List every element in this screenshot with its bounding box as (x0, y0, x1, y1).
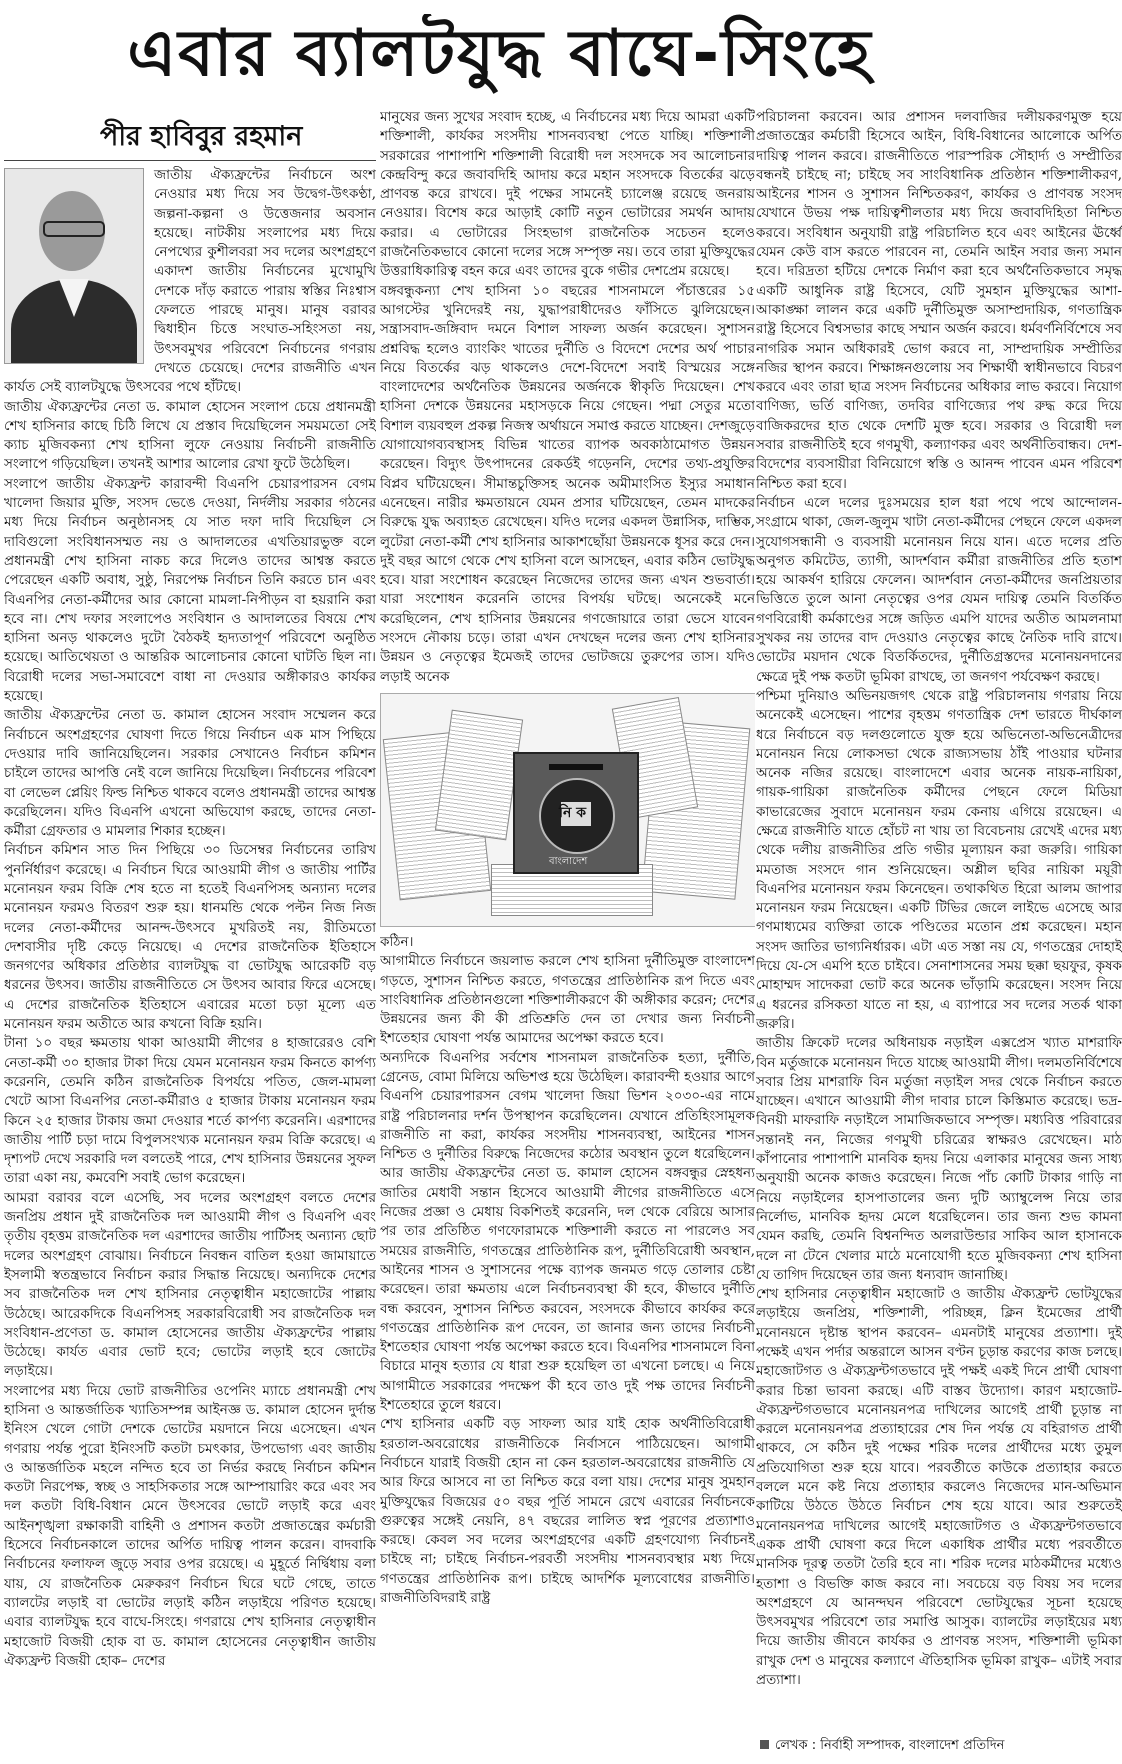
byline: পীর হাবিবুর রহমান (100, 121, 303, 152)
author-credit (760, 1736, 1120, 1757)
paragraph: অন্যদিকে বিএনপির সর্বশেষ শাসনামল রাজনৈতিক হত্যা, দুর্নীতি, গ্রেনেড, বোমা মিলিয়ে অভিশপ্ত হয়ে উঠেছিল। কারাবন্দী হওয়ার আগে বিএনপি চেয়ারপারসন বেগম খালেদা জিয়া ভিশন ২০৩০-এর নামে রাষ্ট্র পরিচালনার দর্শন উপস্থাপন করেছিলেন। যেখানে প্রতিহিংসামূলক রাজনীতি না করা, কার্যকর সংসদীয় শাসনব্যবস্থা, আইনের শাসন নিশ্চিত ও দুর্নীতির বিরুদ্ধে নিজেদের কঠোর অবস্থান তুলে ধরেছিলেন। আর জাতীয় ঐক্যফ্রন্টের নেতা ড. কামাল হোসেন বঙ্গবন্ধুর স্নেহধন্য জাতির মেধাবী সন্তান হিসেবে আওয়ামী লীগের রাজনীতিতে এসে নিজের প্রজ্ঞা ও মেধায় বিকশিতই করেননি, দল থেকে বেরিয়ে আসার পর তার প্রতিষ্ঠিত গণফোরামকে শক্তিশালী করতে না পারলেও সব সময়ের রাজনীতি, গণতন্ত্রের প্রাতিষ্ঠানিক রূপ, দুর্নীতিবিরোধী অবস্থান, আইনের শাসন ও সুশাসনের পক্ষে ব্যাপক জনমত গড়ে তোলার চেষ্টা করেছেন। তারা ক্ষমতায় এলে নির্বাচনব্যবস্থা কী হবে, কীভাবে দুর্নীতি বন্ধ করবেন, সুশাসন নিশ্চিত করবেন, সংসদকে কীভাবে কার্যকর করে গণতন্ত্রের প্রাতিষ্ঠানিক রূপ দেবেন, তা জানার জন্য তাদের নির্বাচনী ইশতেহার ঘোষণা পর্যন্ত অপেক্ষা করতে হবে। বিএনপির শাসনামলে বিনা বিচারে মানুষ হত্যার যে ধারা শুরু হয়েছিল তা এখনো চলছে। এ নিয়ে আগামীতে সরকারের পদক্ষেপ কী হবে তাও দুই পক্ষ তাদের নির্বাচনী ইশতেহারে তুলে ধরবে। (380, 1049, 755, 1414)
author-photo (4, 168, 144, 364)
paragraph: জাতীয় ঐক্যফ্রন্টের নেতা ড. কামাল হোসেন সংলাপ চেয়ে প্রধানমন্ত্রী শেখ হাসিনার কাছে চিঠি লিখে যে প্রস্তাব দিয়েছিলেন সময়মতো সেই ক্যাচ মুজিবকন্যা শেখ হাসিনা লুফে নেওয়ায় নির্বাচনী রাজনীতি সংলাপে গড়িয়েছিল। তখনই আশার আলোর রেখা ফুটে উঠেছিল। (4, 398, 376, 473)
paragraph: জাতীয় ঐক্যফ্রন্টের নির্বাচনে অংশ নেওয়ার মধ্য দিয়ে সব উদ্বেগ-উৎকণ্ঠা, জল্পনা-কল্পনা ও উত্তেজনার অবসান হয়েছে। নাটকীয় সংলাপের মধ্য দিয়ে নেপথ্যের কুশীলবরা সব দলের অংশগ্রহণে একাদশ জাতীয় নির্বাচনের মুখোমুখি দেশকে দাঁড় করাতে পারায় স্বস্তির নিঃশ্বাস ফেলতে পারছে মানুষ। মানুষ বরাবর দ্বিধাহীন চিত্তে সংঘাত-সহিংসতা নয়, উৎসবমুখর পরিবেশে নির্বাচনের গণরায় দেখতে চেয়েছে। দেশের রাজনীতি এখন কার্যত সেই ব্যালটযুদ্ধে উৎসবের পথে হাঁটছে। (4, 167, 376, 396)
box-caption: বাংলাদেশ (549, 855, 588, 867)
square-bullet-icon (760, 1740, 769, 1749)
author-photo-glasses (43, 221, 105, 237)
author-credit-text: লেখক : নির্বাহী সম্পাদক, বাংলাদেশ প্রতিদিন (775, 1738, 1005, 1753)
paragraph: জাতীয় ঐক্যফ্রন্টের নেতা ড. কামাল হোসেন সংবাদ সম্মেলন করে নির্বাচনে অংশগ্রহণের ঘোষণা দিতে গিয়ে নির্বাচন এক মাস পিছিয়ে দেওয়ার দাবি জানিয়েছিলেন। সরকার সেখানেও নির্বাচন কমিশন চাইলে তাদের আপত্তি নেই বলে জানিয়ে দিয়েছিল। নির্বাচনের পরিবেশ বা লেভেল প্লেয়িং ফিল্ড নিশ্চিত থাকবে বলেও প্রধানমন্ত্রী তাদের আশ্বস্ত করেছিলেন। যদিও বিএনপি এখনো অভিযোগ করছে, তাদের নেতা-কর্মীরা গ্রেফতার ও মামলার শিকার হচ্ছেন। (4, 707, 376, 840)
ballot-slot (549, 764, 603, 770)
box-label: নি ক (559, 804, 587, 821)
paragraph: কঠিন। (380, 933, 414, 950)
article-column-1 (4, 166, 376, 1756)
paragraph: নির্বাচন কমিশন সাত দিন পিছিয়ে ৩০ ডিসেম্বর নির্বাচনের তারিখ পুনর্নির্ধারণ করেছে। এ নির্বাচন ঘিরে আওয়ামী লীগ ও জাতীয় পার্টির মনোনয়ন ফরম বিক্রি শেষ হতে না হতেই বিএনপিসহ অন্যান্য দলের মনোনয়ন ফরমও বিতরণ শুরু হয়। ধানমন্ডি থেকে পল্টন নিজ নিজ দলের নেতা-কর্মীদের আনন্দ-উৎসবে মুখরিতই নয়, রীতিমতো দেশবাসীর দৃষ্টি কেড়ে নিয়েছে। এ দেশের রাজনৈতিক ইতিহাসে জনগণের অধিকার প্রতিষ্ঠার ব্যালটযুদ্ধ বা ভোটযুদ্ধ আরেকটি বড় ধরনের উৎসব। জাতীয় রাজনীতিতে সে উৎসব আবার ফিরে এসেছে। এ দেশের রাজনৈতিক ইতিহাসে এবারের মতো চড়া মূল্যে এত মনোনয়ন ফরম অতীতে আর কখনো বিক্রি হয়নি। (4, 842, 376, 1033)
paragraph: আগামীতে নির্বাচনে জয়লাভ করলে শেখ হাসিনা দুর্নীতিমুক্ত বাংলাদেশ গড়তে, সুশাসন নিশ্চিত করতে, গণতন্ত্রের প্রাতিষ্ঠানিক রূপ দিতে এবং সাংবিধানিক প্রতিষ্ঠানগুলো শক্তিশালীকরণে কী অঙ্গীকার করেন; দেশের উন্নয়নের জন্য কী কী প্রতিশ্রুতি দেন তা দেখার জন্য নির্বাচনী ইশতেহার ঘোষণা পর্যন্ত আমাদের অপেক্ষা করতে হবে। (380, 953, 755, 1047)
paragraph: বঙ্গবন্ধুকন্যা শেখ হাসিনা ১০ বছরের শাসনামলে পঁচাত্তরের ১৫ আগস্টের খুনিদেরই নয়, যুদ্ধাপরাধীদেরও ফাঁসিতে ঝুলিয়েছেন। সন্ত্রাসবাদ-জঙ্গিবাদ দমনে বিশাল সাফল্য অর্জন করেছেন। সুশাসন প্রশ্নবিদ্ধ হলেও ব্যাংকিং খাতের দুর্নীতি ও বিদেশে দেশের অর্থ পাচার নিয়ে বিতর্কের ঝড় থাকলেও দেশে-বিদেশে সবাই বিস্ময়ের সঙ্গে বাংলাদেশের অর্থনৈতিক উন্নয়নের অর্জনকে স্বীকৃতি দিয়েছেন। শেখ হাসিনা দেশকে উন্নয়নের মহাসড়কে নিয়ে গেছেন। পদ্মা সেতুর মতো বিশাল ব্যয়বহুল প্রকল্প নিজস্ব অর্থায়নে সমাপ্ত করতে যাচ্ছেন। দেশজুড়ে যোগাযোগব্যবস্থাসহ বিভিন্ন খাতের ব্যাপক অবকাঠামোগত উন্নয়ন করেছেন। বিদ্যুৎ উৎপাদনের রেকর্ডই গড়েননি, দেশের তথ্য-প্রযুক্তির বিপ্লব ঘটিয়েছেন। সীমান্তচুক্তিসহ অনেক অমীমাংসিত ইস্যুর সমাধান এনেছেন। নারীর ক্ষমতায়নে যেমন প্রসার ঘটিয়েছেন, তেমন মাদকের বিরুদ্ধে যুদ্ধ অব্যাহত রেখেছেন। যদিও দলের একদল উন্নাসিক, দাম্ভিক, লুটেরা নেতা-কর্মী শেখ হাসিনার আকাশছোঁয়া উন্নয়নকে ধূসর করে দেন। দুই বছর আগে থেকে শেখ হাসিনা বলে আসছেন, এবার কঠিন ভোটযুদ্ধ হবে। যারা সংশোধন করেছেন নিজেদের তাদের জন্য এখন শুভবার্তা। যারা সংশোধন করেননি তাদের বিপর্যয় ঘটছে। অনেকেই মনে করেছিলেন, শেখ হাসিনার উন্নয়নের গণজোয়ারে তারা ভেসে যাবেন সংসদে নৌকায় চড়ে। তারা এখন দেখছেন দলের জন্য শেখ হাসিনার উন্নয়ন ও নেতৃত্বের ইমেজই তাদের ভোটজয়ে তুরুপের তাস। যদিও লড়াই অনেক (380, 282, 755, 685)
ballot-box-icon (513, 752, 639, 874)
ballot-illustration (380, 693, 755, 927)
paragraph: পরিচালনা করবেন। আর প্রশাসন দলবাজির দলীয়করণমুক্ত হয়ে প্রজাতন্ত্রের কর্মচারী হিসেবে আইন, বিধি-বিধানের আলোকে অর্পিত দায়িত্ব পালন করবে। রাজনীতিতে পারস্পরিক সৌহার্দ্য ও সম্প্রীতির বন্ধনই চাইছে না; চাইছে সব সাংবিধানিক প্রতিষ্ঠান শক্তিশালীকরণ, আইনের শাসন ও সুশাসন নিশ্চিতকরণ, কার্যকর ও প্রাণবন্ত সংসদ যেখানে উভয় পক্ষ দায়িত্বশীলতার মধ্য দিয়ে জবাবদিহিতা নিশ্চিত করবে। সংবিধান অনুযায়ী রাষ্ট্র পরিচালিত হবে এবং আইনের ঊর্ধ্বে যেমন কেউ বাস করতে পারবেন না, তেমনি আইন সবার জন্য সমান হবে। দরিদ্রতা হটিয়ে দেশকে নির্মাণ করা হবে অর্থনৈতিকভাবে সমৃদ্ধ একটি আধুনিক রাষ্ট্র হিসেবে, যেটি সুমহান মুক্তিযুদ্ধের আশা-আকাঙ্ক্ষা লালন করে একটি দুর্নীতিমুক্ত অসাম্প্রদায়িক, গণতান্ত্রিক রাষ্ট্র হিসেবে বিশ্বসভার কাছে সম্মান অর্জন করবে। ধর্মবর্ণনির্বিশেষে সব নাগরিক সমান অধিকারই ভোগ করবে না, সাম্প্রদায়িক সম্প্রীতির নজির স্থাপন করবে। শিক্ষাঙ্গনগুলোয় সব শিক্ষার্থী স্বাধীনভাবে বিচরণ করবে এবং তারা ছাত্র সংসদ নির্বাচনের অধিকার লাভ করবে। নিয়োগ বাণিজ্য, ভর্তি বাণিজ্য, তদবির বাণিজ্যের পথ রুদ্ধ করে দিয়ে বাজিকরদের হাত থেকে দেশটি মুক্ত হবে। সরকার ও বিরোধী দল সবার রাজনীতিই হবে গণমুখী, কল্যাণকর এবং অর্থনীতিবান্ধব। দেশ-বিদেশের ব্যবসায়ীরা বিনিয়োগে স্বস্তি ও আনন্দ পাবেন এমন পরিবেশ নিশ্চিত করা হবে। (756, 109, 1122, 492)
article-column-2 (380, 108, 755, 1760)
paragraph: মানুষের জন্য সুখের সংবাদ হচ্ছে, এ নির্বাচনের মধ্য দিয়ে আমরা একটি শক্তিশালী, কার্যকর সংসদীয় শাসনব্যবস্থা পেতে যাচ্ছি। শক্তিশালী সরকারের পাশাপাশি শক্তিশালী বিরোধী দল সংসদকে সব আলোচনার কেন্দ্রবিন্দু করে জবাবদিহি আদায় করে মহান সংসদকে বিতর্কের ঝড়ে প্রাণবন্ত করে রাখবে। দুই পক্ষের সামনেই চ্যালেঞ্জ রয়েছে জনরায় নেওয়ার। বিশেষ করে আড়াই কোটি নতুন ভোটারের সমর্থন আদায় করার। এ ভোটারের সিংহভাগ রাজনৈতিক সচেতন হলেও রাজনৈতিকভাবে কোনো দলের সঙ্গে সম্পৃক্ত নয়। তবে তারা মুক্তিযুদ্ধের উত্তরাধিকারিত্ব বহন করে এবং তাদের বুকে গভীর দেশপ্রেম রয়েছে। (380, 109, 755, 280)
paragraph: টানা ১০ বছর ক্ষমতায় থাকা আওয়ামী লীগের ৪ হাজারেরও বেশি নেতা-কর্মী ৩০ হাজার টাকা দিয়ে যেমন মনোনয়ন ফরম কিনতে কার্পণ্য করেননি, তেমনি কঠিন রাজনৈতিক বিপর্যয়ে পতিত, জেল-মামলা খেটে আসা বিএনপির নেতা-কর্মীরাও ৫ হাজার টাকায় মনোনয়ন ফরম কিনে ২৫ হাজার টাকায় জমা দেওয়ার শর্তে কার্পণ্য করেননি। এরশাদের জাতীয় পার্টি চড়া দামে বিপুলসংখ্যক মনোনয়ন ফরম বিক্রি করেছে। এ দৃশ্যপট দেখে সরকারি দল বলতেই পারে, শেখ হাসিনার উন্নয়নের সুফল তারা একা নয়, কমবেশি সবাই ভোগ করেছেন। (4, 1035, 376, 1187)
paragraph: সংলাপের মধ্য দিয়ে ভোট রাজনীতির ওপেনিং ম্যাচে প্রধানমন্ত্রী শেখ হাসিনা ও আন্তর্জাতিক খ্যাতিসম্পন্ন আইনজ্ঞ ড. কামাল হোসেন দুর্দান্ত ইনিংস খেলে গোটা দেশকে ভোটের ময়দানে নিয়ে এসেছেন। এখন গণরায় পর্যন্ত পুরো ইনিংসটি কতটা চমৎকার, উপভোগ্য এবং জাতীয় ও আন্তর্জাতিক মহলে নন্দিত হবে তা নির্ভর করছে নির্বাচন কমিশন কতটা নিরপেক্ষ, স্বচ্ছ ও সাহসিকতার সঙ্গে আম্পায়ারিং করে এবং সব দল কতটা বিধি-বিধান মেনে উৎসবের ভোটে লড়াই করে এবং আইনশৃঙ্খলা রক্ষাকারী বাহিনী ও প্রশাসন কতটা প্রজাতন্ত্রের কর্মচারী হিসেবে নির্বাচনকালে তাদের অর্পিত দায়িত্ব পালন করেন। বাদবাকি নির্বাচনের ফলাফল জুড়ে সবার ওপর রয়েছে। এ মুহূর্তে নির্দ্বিধায় বলা যায়, যে রাজনৈতিক মেরুকরণ নির্বাচন ঘিরে ঘটে গেছে, তাতে ব্যালটের লড়াই বা ভোটের লড়াই কঠিন লড়াইয়ে পরিণত হয়েছে। এবার ব্যালটযুদ্ধ হবে বাঘে-সিংহে। গণরায়ে শেখ হাসিনার নেতৃত্বাধীন মহাজোট বিজয়ী হোক বা ড. কামাল হোসেনের নেতৃত্বাধীন জাতীয় ঐক্যফ্রন্ট বিজয়ী হোক– দেশের (4, 1382, 376, 1669)
election-commission-emblem-icon (539, 778, 615, 854)
paragraph: শেখ হাসিনার নেতৃত্বাধীন মহাজোট ও জাতীয় ঐক্যফ্রন্ট ভোটযুদ্ধের লড়াইয়ে জনপ্রিয়, শক্তিশালী, পরিচ্ছন্ন, ক্লিন ইমেজের প্রার্থী মনোনয়নে দৃষ্টান্ত স্থাপন করবেন– এমনটাই মানুষের প্রত্যাশা। দুই পক্ষেই এখন পর্দার অন্তরালে আসন বণ্টন চূড়ান্ত করণের কাজ চলছে। মহাজোটগত ও ঐক্যফ্রন্টগতভাবে দুই পক্ষই একই দিনে প্রার্থী ঘোষণা করার চিন্তা ভাবনা করছে। এটি বাস্তব উদ্যোগ। কারণ মহাজোট-ঐক্যফ্রন্টগতভাবে মনোনয়নপত্র দাখিলের আগেই প্রার্থী চূড়ান্ত না করলে মনোনয়নপত্র প্রত্যাহারের শেষ দিন পর্যন্ত যে বহিরাগত প্রার্থী থাকবে, সে কঠিন দুই পক্ষের শরিক দলের প্রার্থীদের মধ্যে তুমুল প্রতিযোগিতা শুরু হয়ে যাবে। পরবর্তীতে কাউকে প্রত্যাহার করতে বললে মনে কষ্ট নিয়ে প্রত্যাহার করলেও নিজেদের মান-অভিমান কাটিয়ে উঠতে উঠতে নির্বাচন শেষ হয়ে যাবে। আর শুরুতেই মনোনয়নপত্র দাখিলের আগেই মহাজোটগত ও ঐক্যফ্রন্টগতভাবে একক প্রার্থী ঘোষণা করে দিলে একাধিক প্রার্থীর মধ্যে পরবর্তীতে মানসিক দূরত্ব ততটা তৈরি হবে না। শরিক দলের মাঠকর্মীদের মধ্যেও হতাশা ও বিভক্তি কাজ করবে না। সবচেয়ে বড় বিষয় সব দলের অংশগ্রহণে যে আনন্দঘন পরিবেশে ভোটযুদ্ধের সূচনা হয়েছে উৎসবমুখর পরিবেশে তার সমাপ্তি আসুক। ব্যালটের লড়াইয়ের মধ্য দিয়ে জাতীয় জীবনে কার্যকর ও প্রাণবন্ত সংসদ, শক্তিশালী ভূমিকা রাখুক দেশ ও মানুষের কল্যাণে ঐতিহাসিক ভূমিকা রাখুক– এটাই সবার প্রত্যাশা। (756, 1286, 1122, 1689)
paragraph: জাতীয় ক্রিকেট দলের অধিনায়ক নড়াইল এক্সপ্রেস খ্যাত মাশরাফি বিন মর্তুজাকে মনোনয়ন দিতে যাচ্ছে আওয়ামী লীগ। দলমতনির্বিশেষে সবার প্রিয় মাশরাফি বিন মর্তুজা নড়াইল সদর থেকে নির্বাচন করতে যাচ্ছেন। এখানে আওয়ামী লীগ দাবার চালে কিস্তিমাত করেছে। ভদ্র-বিনয়ী মাফরাফি নড়াইলে সামাজিকভাবে সম্পৃক্ত। মধ্যবিত্ত পরিবারের সন্তানই নন, নিজের গণমুখী চরিত্রের স্বাক্ষরও রেখেছেন। মাঠ কাঁপানোর পাশাপাশি মানবিক হৃদয় নিয়ে এলাকার মানুষের জন্য সাধ্য অনুযায়ী অনেক কাজও করেছেন। নিজে পাঁচ কোটি টাকার গাড়ি না নিয়ে নড়াইলের হাসপাতালের জন্য দুটি অ্যাম্বুলেন্স নিয়ে তার নির্লোভ, মানবিক হৃদয় মেলে ধরেছিলেন। তার জন্য শুভ কামনা যেমন করছি, তেমনি বিশ্বনন্দিত অলরাউন্ডার সাকিব আল হাসানকে দলে না টেনে খেলার মাঠে মনোযোগী হতে মুজিবকন্যা শেখ হাসিনা যে তাগিদ দিয়েছেন তার জন্য ধন্যবাদ জানাচ্ছি। (756, 1035, 1122, 1283)
paragraph: শেখ হাসিনার একটি বড় সাফল্য আর যাই হোক অর্থনীতিবিরোধী হরতাল-অবরোধের রাজনীতিকে নির্বাসনে পাঠিয়েছেন। আগামী নির্বাচনে যারাই বিজয়ী হোন না কেন হরতাল-অবরোধের রাজনীতি যে আর ফিরে আসবে না তা নিশ্চিত করে বলা যায়। দেশের মানুষ সুমহান মুক্তিযুদ্ধের বিজয়ের ৫০ বছর পূর্তি সামনে রেখে এবারের নির্বাচনকে গুরুত্বের সঙ্গেই নেয়নি, ৪৭ বছরের লালিত স্বপ্ন পূরণের প্রত্যাশাও করছে। কেবল সব দলের অংশগ্রহণের একটি গ্রহণযোগ্য নির্বাচনই চাইছে না; চাইছে নির্বাচন-পরবর্তী সংসদীয় শাসনব্যবস্থার মধ্য দিয়ে গণতন্ত্রের প্রাতিষ্ঠানিক রূপ। চাইছে আদর্শিক মূল্যবোধের রাজনীতি। রাজনীতিবিদরাই রাষ্ট্র (380, 1416, 755, 1606)
paragraph: নির্বাচন এলে দলের দুঃসময়ের হাল ধরা পথে পথে আন্দোলন-সংগ্রামে থাকা, জেল-জুলুম খাটা নেতা-কর্মীদের পেছনে ফেলে একদল সুযোগসন্ধানী ও ব্যবসায়ী মনোনয়ন নিয়ে যান। এতে দলের প্রতি অনুগত কমিটেড, ত্যাগী, আদর্শবান কর্মীরা রাজনীতির প্রতি হতাশ হয়ে আকর্ষণ হারিয়ে ফেলেন। আদর্শবান নেতা-কর্মীদের জনপ্রিয়তার ভিত্তিতে তুলে আনা নেতৃত্বের ওপর যেমন দায়িত্ব তেমনি বিতর্কিত গণবিরোধী কর্মকাণ্ডের সঙ্গে জড়িত এমপি যাদের অতীত আমলনামা সুখকর নয় তাদের বাদ দেওয়াও নেতৃত্বের কাছে নৈতিক দাবি রাখে। ভোটের ময়দান থেকে বিতর্কিতদের, দুর্নীতিগ্রস্তদের মনোনয়নদানের ক্ষেত্রে দুই পক্ষ কতটা ভূমিকা রাখছে, তা জনগণ পর্যবেক্ষণ করছে। (756, 494, 1122, 685)
headline: এবার ব্যালটযুদ্ধ বাঘে-সিংহে (127, 17, 873, 91)
paper-stack (435, 709, 523, 840)
paragraph: পশ্চিমা দুনিয়াও অভিনয়জগৎ থেকে রাষ্ট্র পরিচালনায় গণরায় নিয়ে অনেকেই এসেছেন। পাশের বৃহত্তম গণতান্ত্রিক দেশ ভারতে দীর্ঘকাল ধরে নির্বাচনে বড় দলগুলোতে যুক্ত হয়ে অভিনেতা-অভিনেত্রীদের মনোনয়ন নিয়ে লোকসভা থেকে রাজ্যসভায় ঠাঁই পাওয়ার ঘটনার অনেক নজির রয়েছে। বাংলাদেশে এবার অনেক নায়ক-নায়িকা, গায়ক-গায়িকা রাজনৈতিক কর্মীদের পেছনে ফেলে মিডিয়া কাভারেজের সুবাদে মনোনয়ন ফরম কেনায় এগিয়ে রয়েছেন। এ ক্ষেত্রে রাজনীতি যাতে হোঁচট না খায় তা বিবেচনায় রেখেই এদের মধ্য থেকে দলীয় রাজনীতির প্রতি গভীর মূল্যায়ন করা জরুরি। গায়িকা মমতাজ সংসদে গান শুনিয়েছেন। অশ্লীল ছবির নায়িকা ময়ূরী বিএনপির মনোনয়ন ফরম কিনেছেন। তথাকথিত হিরো আলম জাপার মনোনয়ন ফরম নিয়েছেন। একটি টিভির জেলে লাইভে এসেছে আর গণমাধ্যমের ব্যক্তিরা তাকে পণ্ডিতের মতোন প্রশ্ন করেছেন। মহান সংসদ জাতির ভাগ্যনির্ধারক। এটা এত সস্তা নয় যে, গণতন্ত্রের দোহাই দিয়ে যে-সে এমপি হতে চাইবে। সেনাশাসনের সময় ছক্কা ছয়ফুর, কৃষক মোহাম্মদ সাদেকরা ভোট করে অনেক ভাঁড়ামি করেছেন। সংসদ নিয়ে এ ধরনের রসিকতা যাতে না হয়, এ ব্যাপারে সব দলের সতর্ক থাকা জরুরি। (756, 687, 1122, 1032)
article-column-3 (756, 108, 1122, 1760)
paragraph: সংলাপে জাতীয় ঐক্যফ্রন্ট কারাবন্দী বিএনপি চেয়ারপারসন বেগম খালেদা জিয়ার মুক্তি, সংসদ ভেঙে দেওয়া, নির্দলীয় সরকার গঠনের মধ্য দিয়ে নির্বাচন অনুষ্ঠানসহ যে সাত দফা দাবি দিয়েছিল সে দাবিগুলো সংবিধানসম্মত নয় ও আদালতের এখতিয়ারভুক্ত বলে প্রধানমন্ত্রী শেখ হাসিনা নাকচ করে দিলেও তাদের আশ্বস্ত করতে পেরেছেন একটি অবাধ, সুষ্ঠু, নিরপেক্ষ নির্বাচন তিনি করতে চান এবং বিএনপির নেতা-কর্মীদের আর কোনো মামলা-নিপীড়ন বা হয়রানি করা হবে না। শেখ দফার সংলাপেও সংবিধান ও আদালতের বিষয়ে শেখ হাসিনা অনড় থাকলেও দুটো বৈঠকই হৃদ্যতাপূর্ণ পরিবেশে অনুষ্ঠিত হয়েছে। আতিথেয়তা ও আন্তরিক আলোচনার কোনো ঘাটতি ছিল না। বিরোধী দলের সভা-সমাবেশে বাধা না দেওয়ার অঙ্গীকারও কার্যকর হয়েছে। (4, 475, 376, 705)
byline-divider (4, 160, 376, 161)
paragraph: আমরা বরাবর বলে এসেছি, সব দলের অংশগ্রহণ বলতে দেশের জনপ্রিয় প্রধান দুই রাজনৈতিক দল আওয়ামী লীগ ও বিএনপি এবং তৃতীয় বৃহত্তম রাজনৈতিক দল এরশাদের জাতীয় পার্টিসহ অন্যান্য ছোট দলের অংশগ্রহণ বোঝায়। নির্বাচনে নিবন্ধন বাতিল হওয়া জামায়াতে ইসলামী স্বতন্ত্রভাবে নির্বাচন করার সিদ্ধান্ত নিয়েছে। অন্যদিকে দেশের সব রাজনৈতিক দল শেখ হাসিনার নেতৃত্বাধীন মহাজোটের পাল্লায় উঠেছে। আরেকদিকে বিএনপিসহ সরকারবিরোধী সব রাজনৈতিক দল সংবিধান-প্রণেতা ড. কামাল হোসেনের জাতীয় ঐক্যফ্রন্টের পাল্লায় উঠেছে। কার্যত এবার ভোট হবে; ভোটের লড়াই হবে জোটের লড়াইয়ে। (4, 1189, 376, 1380)
